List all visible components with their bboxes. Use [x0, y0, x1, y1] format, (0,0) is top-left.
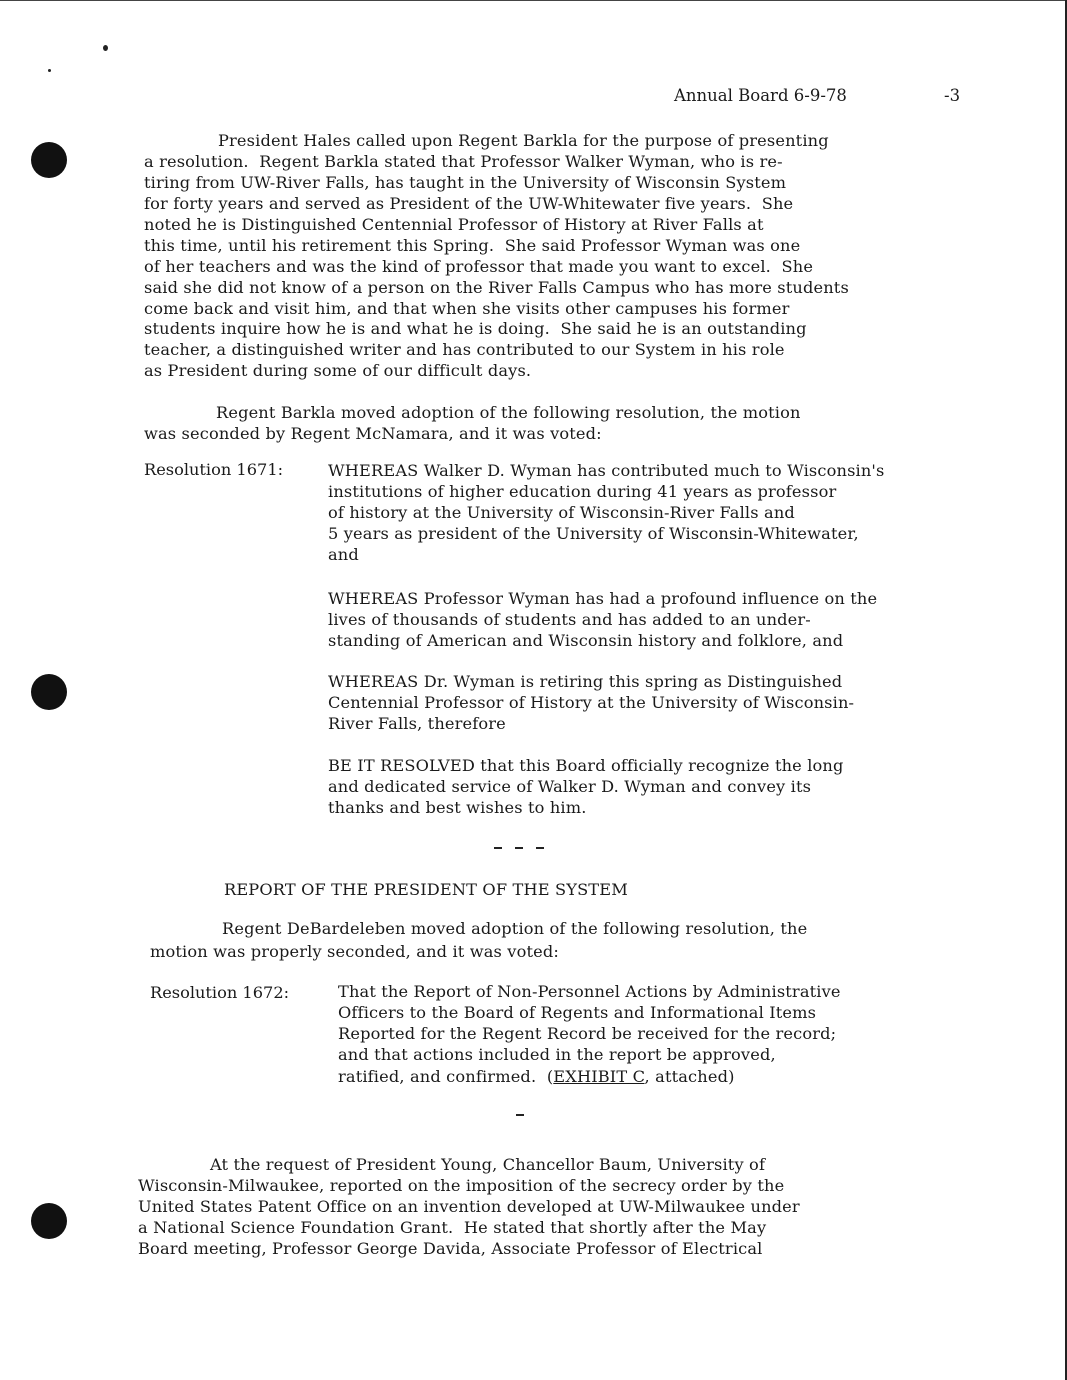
text-line: WHEREAS Dr. Wyman is retiring this spring as Distinguished [328, 672, 843, 691]
text-line: teacher, a distinguished writer and has contributed to our System in his role [144, 340, 785, 359]
scan-speck [103, 45, 108, 51]
text-line: President Hales called upon Regent Barkla for the purpose of presenting [218, 131, 829, 150]
text-line: a resolution. Regent Barkla stated that Professor Walker Wyman, who is re- [144, 152, 783, 171]
punch-hole-bottom [31, 1203, 67, 1239]
resolution-label: Resolution 1671: [144, 460, 284, 479]
page-number: -3 [944, 86, 961, 105]
text-line: BE IT RESOLVED that this Board officially recognize the long [328, 756, 844, 775]
text-line [338, 1066, 735, 1087]
text-line: institutions of higher education during 41 years as professor [328, 482, 837, 501]
text-line: Centennial Professor of History at the University of Wisconsin- [328, 693, 855, 712]
text-line: That the Report of Non-Personnel Actions by Administrative [338, 982, 841, 1001]
punch-hole-top [31, 142, 67, 178]
text-line: standing of American and Wisconsin history and folklore, and [328, 631, 844, 650]
text-line: WHEREAS Professor Wyman has had a profound influence on the [328, 589, 878, 608]
text-line: Board meeting, Professor George Davida, Associate Professor of Electrical [138, 1239, 763, 1258]
text-line: for forty years and served as President of the UW-Whitewater five years. She [144, 194, 794, 213]
text-line: and dedicated service of Walker D. Wyman and convey its [328, 777, 812, 796]
text-fragment: , attached) [644, 1067, 735, 1086]
separator-dash [536, 847, 544, 849]
section-separator-dash [516, 1114, 524, 1116]
text-line: said she did not know of a person on the River Falls Campus who has more students [144, 278, 849, 297]
separator-dash [515, 847, 523, 849]
text-line: as President during some of our difficult days. [144, 361, 532, 380]
scan-speck [48, 69, 51, 72]
punch-hole-middle [31, 674, 67, 710]
text-line: come back and visit him, and that when she visits other campuses his former [144, 299, 790, 318]
text-line: and that actions included in the report be approved, [338, 1045, 776, 1064]
exhibit-reference: EXHIBIT C [553, 1067, 645, 1086]
text-line: Regent Barkla moved adoption of the following resolution, the motion [216, 403, 801, 422]
resolution-label: Resolution 1672: [150, 983, 290, 1002]
text-line: Officers to the Board of Regents and Informational Items [338, 1003, 817, 1022]
text-line: Wisconsin-Milwaukee, reported on the imposition of the secrecy order by the [138, 1176, 785, 1195]
text-line: River Falls, therefore [328, 714, 506, 733]
text-line: and [328, 545, 359, 564]
text-line: was seconded by Regent McNamara, and it was voted: [144, 424, 602, 443]
text-line: thanks and best wishes to him. [328, 798, 587, 817]
text-line: United States Patent Office on an invention developed at UW-Milwaukee under [138, 1197, 800, 1216]
text-line: lives of thousands of students and has added to an under- [328, 610, 811, 629]
section-heading: REPORT OF THE PRESIDENT OF THE SYSTEM [224, 880, 628, 899]
text-line: 5 years as president of the University of Wisconsin-Whitewater, [328, 524, 859, 543]
text-line: students inquire how he is and what he is doing. She said he is an outstanding [144, 319, 807, 338]
text-fragment: ratified, and confirmed. ( [338, 1067, 554, 1086]
text-line: At the request of President Young, Chancellor Baum, University of [210, 1155, 766, 1174]
text-line: Reported for the Regent Record be received for the record; [338, 1024, 837, 1043]
text-line: motion was properly seconded, and it was voted: [150, 942, 559, 961]
text-line: noted he is Distinguished Centennial Professor of History at River Falls at [144, 215, 764, 234]
text-line: a National Science Foundation Grant. He stated that shortly after the May [138, 1218, 767, 1237]
page-header-title: Annual Board 6-9-78 [674, 86, 847, 105]
page-top-edge [0, 0, 1067, 1]
separator-dash [494, 847, 502, 849]
text-line: of her teachers and was the kind of professor that made you want to excel. She [144, 257, 814, 276]
text-line: tiring from UW-River Falls, has taught in the University of Wisconsin System [144, 173, 787, 192]
text-line: this time, until his retirement this Spring. She said Professor Wyman was one [144, 236, 801, 255]
text-line: WHEREAS Walker D. Wyman has contributed much to Wisconsin's [328, 461, 885, 480]
text-line: of history at the University of Wisconsin-River Falls and [328, 503, 795, 522]
text-line: Regent DeBardeleben moved adoption of the following resolution, the [222, 919, 808, 938]
